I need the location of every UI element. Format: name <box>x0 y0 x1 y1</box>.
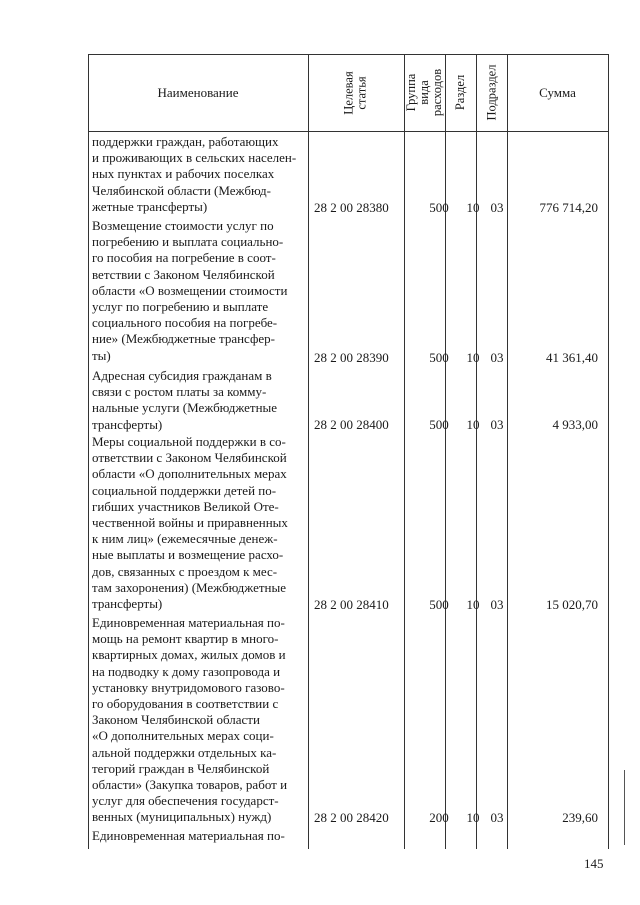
header-name-label: Наименование <box>157 84 239 100</box>
row-target-article: 28 2 00 28420 <box>314 810 389 825</box>
row-section: 10 <box>466 417 480 432</box>
row-sum: 15 020,70 <box>546 597 598 612</box>
header-subsection <box>476 54 507 131</box>
header-expense-group-label: Группа вида расходов <box>404 68 445 117</box>
row-sum: 776 714,20 <box>539 200 598 215</box>
header-name <box>88 54 308 131</box>
row-section: 10 <box>466 200 480 215</box>
row-subsection: 03 <box>490 417 504 432</box>
header-expense-group <box>404 54 445 131</box>
row-description: Возмещение стоимости услуг по погребению и выплата социально- го пособия на погребение в соот- ветствии с Законом Челябинской области «О возмещении стоимости услуг по погребению и выплате социального пособия на погребе- ние» (Межбюджетные трансфер- ты) <box>92 218 288 363</box>
header-target-article-label: Целевая статья <box>342 70 369 115</box>
column-divider <box>476 54 477 849</box>
column-divider <box>507 54 508 849</box>
row-subsection: 03 <box>490 810 504 825</box>
row-target-article: 28 2 00 28410 <box>314 597 389 612</box>
header-section-label: Раздел <box>453 74 468 111</box>
row-sum: 41 361,40 <box>546 350 598 365</box>
row-expense-group: 500 <box>429 417 449 432</box>
row-subsection: 03 <box>490 597 504 612</box>
table-border-right <box>608 54 609 849</box>
row-target-article: 28 2 00 28380 <box>314 200 389 215</box>
header-section <box>445 54 476 131</box>
column-divider <box>404 54 405 849</box>
row-description: поддержки граждан, работающих и проживающих в сельских населен- ных пунктах и рабочих поселках Челябинской области (Межбюд- жетные трансферты) <box>92 134 297 214</box>
row-expense-group: 500 <box>429 597 449 612</box>
row-subsection: 03 <box>490 350 504 365</box>
column-divider <box>308 54 309 849</box>
header-subsection-label: Подраздел <box>484 64 498 121</box>
row-sum: 239,60 <box>562 810 598 825</box>
row-section: 10 <box>466 350 480 365</box>
row-section: 10 <box>466 597 480 612</box>
row-description: Меры социальной поддержки в со- ответствии с Законом Челябинской области «О дополнительных мерах социальной поддержки детей по- гибших участников Великой Оте- чественной войны и приравненных к ним лиц» (ежемесячные денеж- ные выплаты и возмещение расхо- дов, связанных с проездом к мес- там захоронения) (Межбюджетные трансферты) <box>92 434 288 612</box>
table-border-left <box>88 54 89 849</box>
row-description: Единовременная материальная по- мощь на ремонт квартир в много- квартирных домах, жилых домов и на подводку к дому газопровода и установку внутридомового газово- го оборудования в соответствии с Законом Челябинской области «О дополнительных мерах соци- альной поддержки отдельных ка- тегорий граждан в Челябинской области» (Закупка товаров, работ и услуг для обеспечения государст- венных (муниципальных) нужд) <box>92 615 288 825</box>
row-expense-group: 500 <box>429 350 449 365</box>
header-target-article <box>308 54 404 131</box>
row-description: Адресная субсидия гражданам в связи с ростом платы за комму- нальные услуги (Межбюджетные трансферты) <box>92 368 278 432</box>
row-section: 10 <box>466 810 480 825</box>
column-divider <box>445 54 446 849</box>
row-subsection: 03 <box>490 200 504 215</box>
page-number: 145 <box>584 856 604 871</box>
row-expense-group: 500 <box>429 200 449 215</box>
header-sum <box>507 54 608 131</box>
header-sum-label: Сумма <box>539 84 576 100</box>
header-divider <box>88 131 608 132</box>
row-description: Единовременная материальная по- <box>92 828 285 843</box>
budget-table <box>88 54 608 849</box>
row-expense-group: 200 <box>429 810 449 825</box>
row-target-article: 28 2 00 28400 <box>314 417 389 432</box>
row-sum: 4 933,00 <box>552 417 598 432</box>
scan-edge-mark <box>624 770 625 845</box>
row-target-article: 28 2 00 28390 <box>314 350 389 365</box>
